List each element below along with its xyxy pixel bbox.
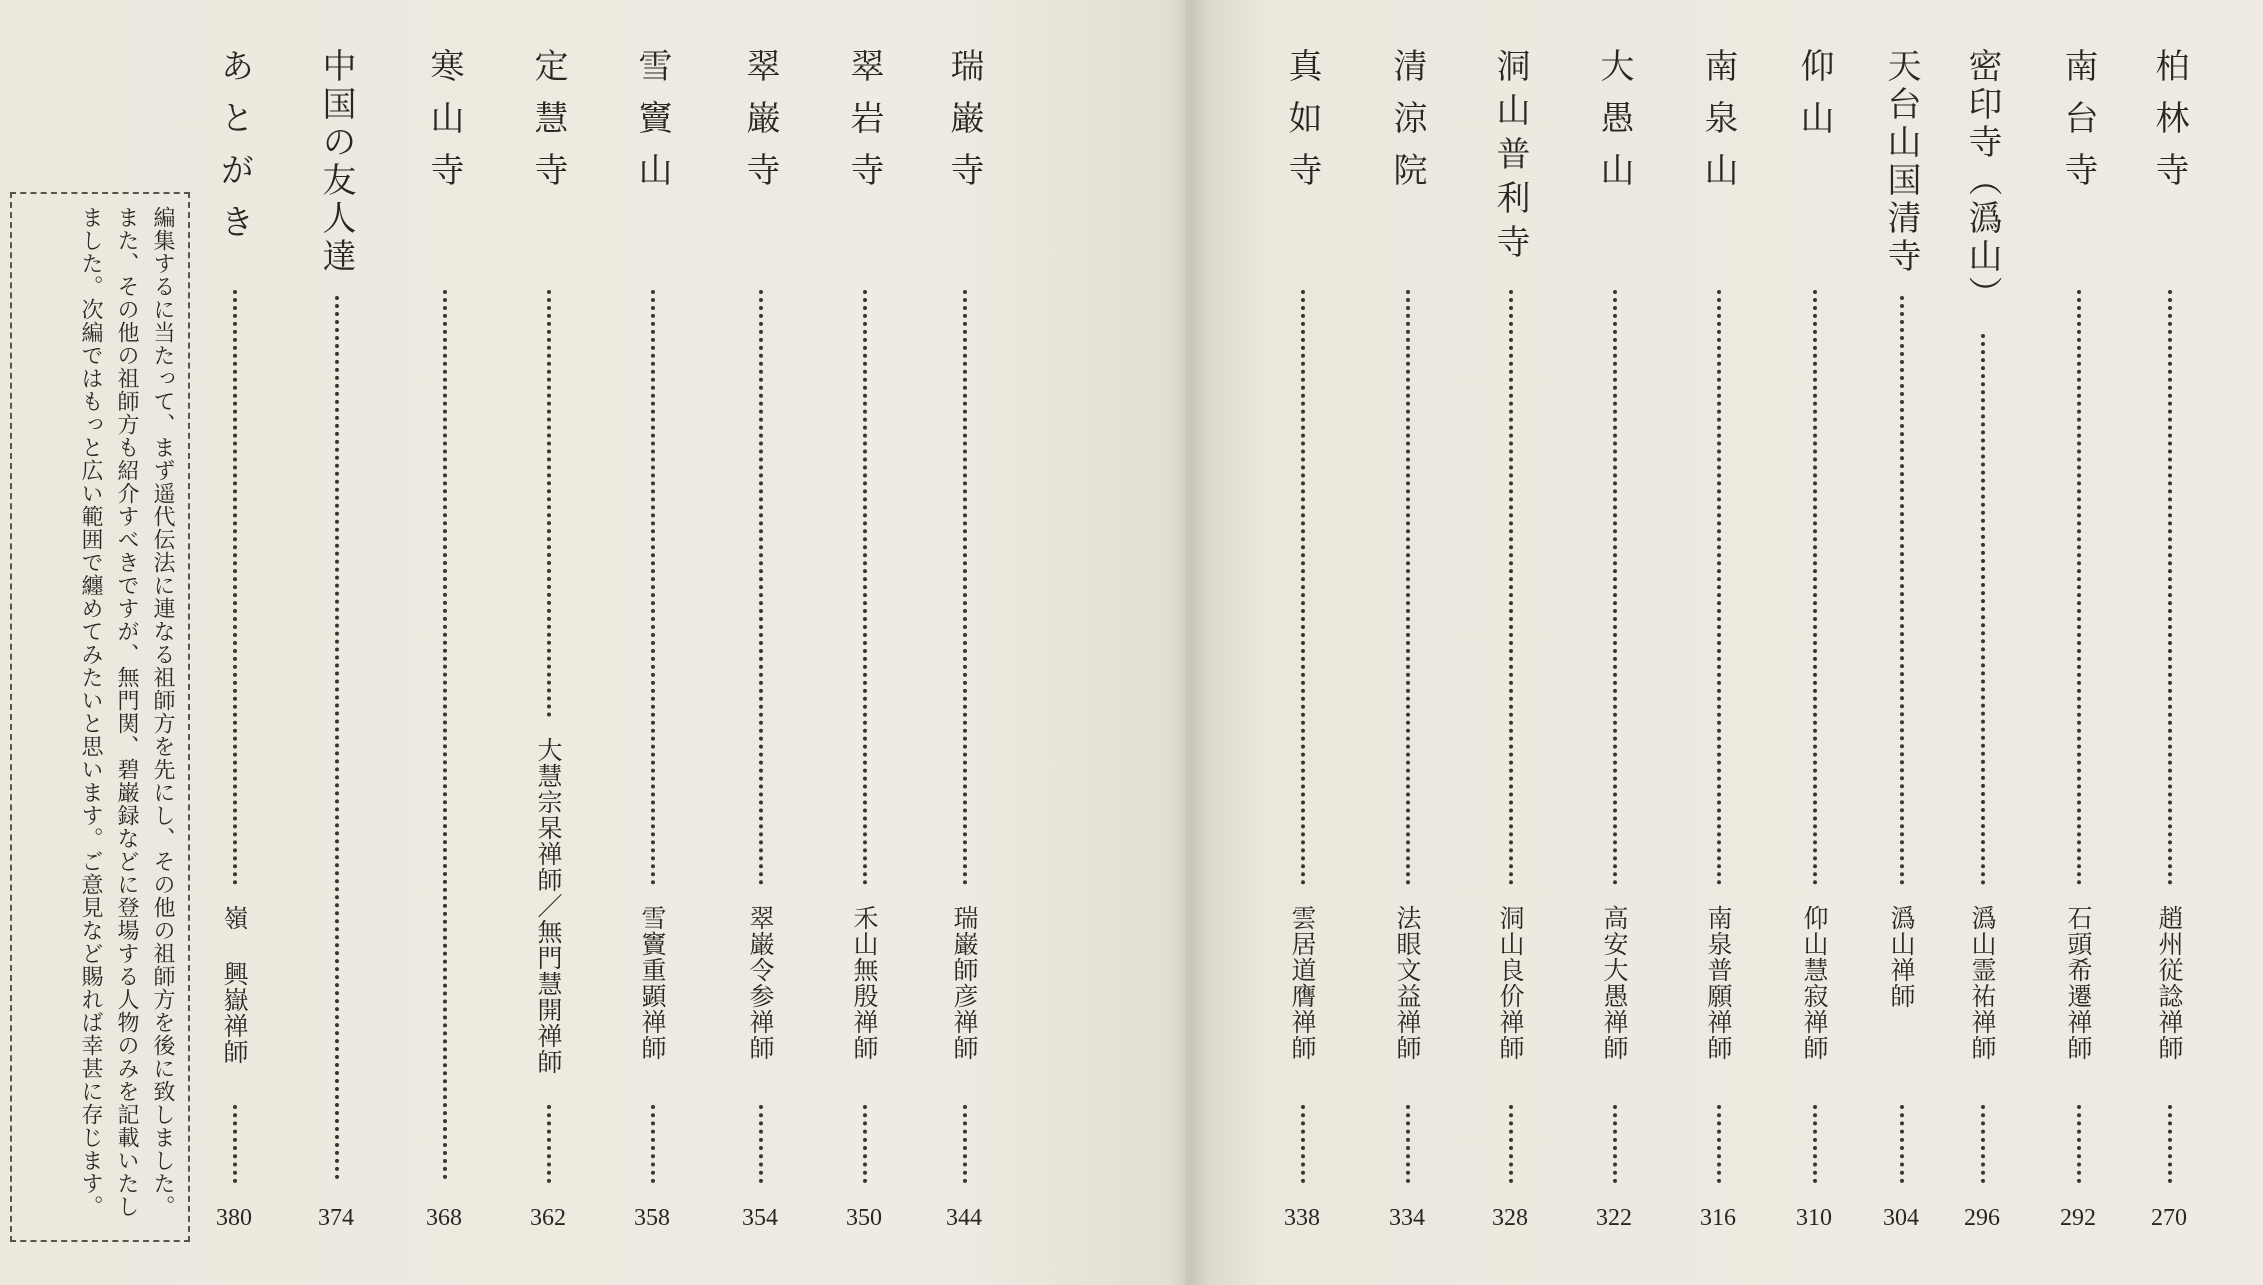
leader-dots <box>2168 290 2172 885</box>
editorial-note-text: 編集するに当たって、まず遥代伝法に連なる祖師方を先にし、その他の祖師方を後に致しました。また、その他の祖師方も紹介すべきですが、無門関、碧巌録などに登場する人物のみを記載いたしました。次編ではもっと広い範囲で纏めてみたいと思います。ご意見など賜れば幸甚に存じます。 <box>78 206 175 1218</box>
toc-entry[interactable] <box>1778 0 1850 1285</box>
leader-dots <box>2077 1105 2081 1183</box>
toc-entry-page-number: 368 <box>426 1205 462 1231</box>
leader-dots <box>863 1105 867 1183</box>
toc-entry-page-number: 296 <box>1964 1205 2000 1231</box>
toc-entry[interactable] <box>2042 0 2114 1285</box>
leader-dots <box>233 290 237 885</box>
leader-dots <box>1813 1105 1817 1183</box>
leader-dots <box>335 296 339 1180</box>
toc-entry-author: 大慧宗杲禅師／無門慧開禅師 <box>534 737 563 1075</box>
leader-dots <box>1613 1105 1617 1183</box>
toc-entry-page-number: 338 <box>1284 1205 1320 1231</box>
toc-entry-page-number: 344 <box>946 1205 982 1231</box>
toc-entry-page-number: 350 <box>846 1205 882 1231</box>
toc-entry-title: あとがき <box>214 48 254 256</box>
leader-dots <box>2168 1105 2172 1183</box>
leader-dots <box>1301 290 1305 885</box>
toc-entry[interactable] <box>1578 0 1650 1285</box>
toc-entry[interactable] <box>2133 0 2205 1285</box>
toc-entry-author: 潙山禅師 <box>1887 905 1916 1009</box>
leader-dots <box>1981 1105 1985 1183</box>
leader-dots <box>1900 1105 1904 1183</box>
toc-entry[interactable] <box>928 0 1000 1285</box>
toc-entry-title: 定慧寺 <box>528 48 568 204</box>
leader-dots <box>759 290 763 885</box>
toc-entry-page-number: 328 <box>1492 1205 1528 1231</box>
toc-entry-title: 真如寺 <box>1282 48 1322 204</box>
toc-entry-title: 大愚山 <box>1594 48 1634 204</box>
leader-dots <box>1717 1105 1721 1183</box>
toc-entry-title: 密印寺（潙山） <box>1962 48 2002 314</box>
toc-entry[interactable] <box>1266 0 1338 1285</box>
toc-entry-author: 瑞巌師彦禅師 <box>950 905 979 1061</box>
toc-entry[interactable] <box>1682 0 1754 1285</box>
leader-dots <box>2077 290 2081 885</box>
toc-entry-author: 石頭希遷禅師 <box>2064 905 2093 1061</box>
toc-entry-author: 翠巌令参禅師 <box>746 905 775 1061</box>
leader-dots <box>1613 290 1617 885</box>
toc-entry-page-number: 270 <box>2151 1205 2187 1231</box>
toc-entry-title: 清涼院 <box>1387 48 1427 204</box>
toc-entry-title: 天台山国清寺 <box>1881 48 1921 276</box>
leader-dots <box>1900 296 1904 885</box>
toc-entry-author: 雲居道膺禅師 <box>1288 905 1317 1061</box>
leader-dots <box>963 1105 967 1183</box>
book-gutter <box>1170 0 1210 1285</box>
toc-entry[interactable] <box>1474 0 1546 1285</box>
leader-dots <box>1509 1105 1513 1183</box>
leader-dots <box>443 290 447 1180</box>
leader-dots <box>1813 290 1817 885</box>
toc-entry-title: 洞山普利寺 <box>1490 48 1530 268</box>
toc-entry-author: 嶺 興嶽禅師 <box>220 905 249 1065</box>
toc-entry-page-number: 304 <box>1883 1205 1919 1231</box>
leader-dots <box>863 290 867 885</box>
toc-entry-page-number: 374 <box>318 1205 354 1231</box>
toc-entry-title: 中国の友人達 <box>316 48 356 276</box>
toc-entry-title: 瑞巌寺 <box>944 48 984 204</box>
toc-entry-author: 仰山慧寂禅師 <box>1800 905 1829 1061</box>
toc-entry-page-number: 316 <box>1700 1205 1736 1231</box>
toc-entry[interactable] <box>1371 0 1443 1285</box>
toc-entry[interactable] <box>1865 0 1937 1285</box>
toc-entry[interactable] <box>616 0 688 1285</box>
toc-entry-page-number: 292 <box>2060 1205 2096 1231</box>
leader-dots <box>651 290 655 885</box>
toc-entry-author: 南泉普願禅師 <box>1704 905 1733 1061</box>
leader-dots <box>759 1105 763 1183</box>
toc-entry[interactable] <box>724 0 796 1285</box>
leader-dots <box>1717 290 1721 885</box>
toc-entry-title: 雪竇山 <box>632 48 672 204</box>
leader-dots <box>1509 290 1513 885</box>
toc-entry-title: 柏林寺 <box>2149 48 2189 204</box>
toc-entry-author: 法眼文益禅師 <box>1393 905 1422 1061</box>
toc-entry[interactable] <box>512 0 584 1285</box>
toc-entry[interactable] <box>828 0 900 1285</box>
toc-entry-author: 潙山霊祐禅師 <box>1968 905 1997 1061</box>
toc-entry-author: 洞山良价禅師 <box>1496 905 1525 1061</box>
toc-entry-page-number: 380 <box>216 1205 252 1231</box>
toc-entry-author: 趙州従諗禅師 <box>2155 905 2184 1061</box>
editorial-note-box <box>10 192 190 1242</box>
leader-dots <box>547 1105 551 1183</box>
toc-entry-title: 寒山寺 <box>424 48 464 204</box>
leader-dots <box>1981 334 1985 885</box>
toc-entry-author: 高安大愚禅師 <box>1600 905 1629 1061</box>
leader-dots <box>963 290 967 885</box>
toc-entry-author: 禾山無殷禅師 <box>850 905 879 1061</box>
leader-dots <box>1406 1105 1410 1183</box>
leader-dots <box>547 290 551 717</box>
leader-dots <box>1301 1105 1305 1183</box>
toc-entry[interactable] <box>1946 0 2018 1285</box>
toc-entry-title: 南台寺 <box>2058 48 2098 204</box>
toc-entry-title: 仰山 <box>1794 48 1834 152</box>
leader-dots <box>651 1105 655 1183</box>
toc-entry-title: 翠巌寺 <box>740 48 780 204</box>
leader-dots <box>1406 290 1410 885</box>
toc-entry-author: 雪竇重顕禅師 <box>638 905 667 1061</box>
toc-entry-page-number: 310 <box>1796 1205 1832 1231</box>
toc-entry-title: 南泉山 <box>1698 48 1738 204</box>
toc-entry[interactable] <box>300 0 372 1285</box>
toc-entry[interactable] <box>198 0 270 1285</box>
toc-entry-title: 翠岩寺 <box>844 48 884 204</box>
leader-dots <box>233 1105 237 1183</box>
toc-entry-page-number: 358 <box>634 1205 670 1231</box>
toc-entry-page-number: 354 <box>742 1205 778 1231</box>
toc-entry[interactable] <box>408 0 480 1285</box>
toc-entry-page-number: 334 <box>1389 1205 1425 1231</box>
toc-entry-page-number: 322 <box>1596 1205 1632 1231</box>
toc-entry-page-number: 362 <box>530 1205 566 1231</box>
